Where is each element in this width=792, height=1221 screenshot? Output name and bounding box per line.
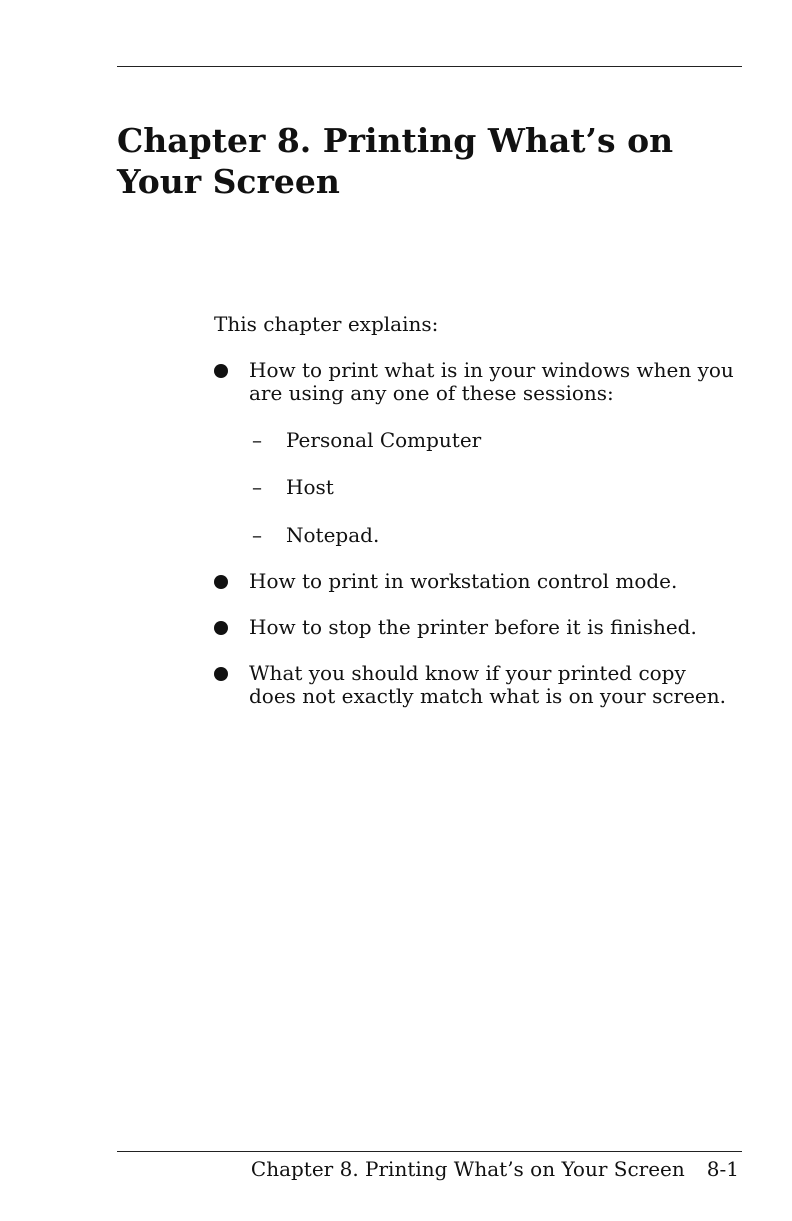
bullet-text: How to print what is in your windows when you are using any one of these sessions: — [249, 358, 734, 405]
dash-icon: – — [252, 475, 262, 499]
footer-running-title: Chapter 8. Printing What’s on Your Screen — [250, 1157, 685, 1181]
bullet-dot-icon — [214, 575, 228, 589]
bullet-text: What you should know if your printed copy does not exactly match what is on your screen. — [249, 661, 727, 708]
dash-icon: – — [252, 428, 262, 452]
bullet-text: How to stop the printer before it is finished. — [249, 615, 697, 639]
top-rule — [117, 66, 742, 67]
bullet-text: How to print in workstation control mode. — [249, 569, 678, 593]
sub-item-text: Notepad. — [286, 523, 380, 547]
sub-item-text: Host — [286, 475, 334, 499]
chapter-title: Chapter 8. Printing What’s on Your Screen — [117, 121, 674, 201]
page-number: 8-1 — [706, 1157, 739, 1181]
bullet-dot-icon — [214, 621, 228, 635]
sub-item-text: Personal Computer — [286, 428, 482, 452]
bottom-rule — [117, 1151, 742, 1152]
page-footer — [251, 1157, 739, 1181]
bullet-dot-icon — [214, 364, 228, 378]
dash-icon: – — [252, 523, 262, 547]
bullet-dot-icon — [214, 667, 228, 681]
intro-text: This chapter explains: — [214, 312, 439, 336]
